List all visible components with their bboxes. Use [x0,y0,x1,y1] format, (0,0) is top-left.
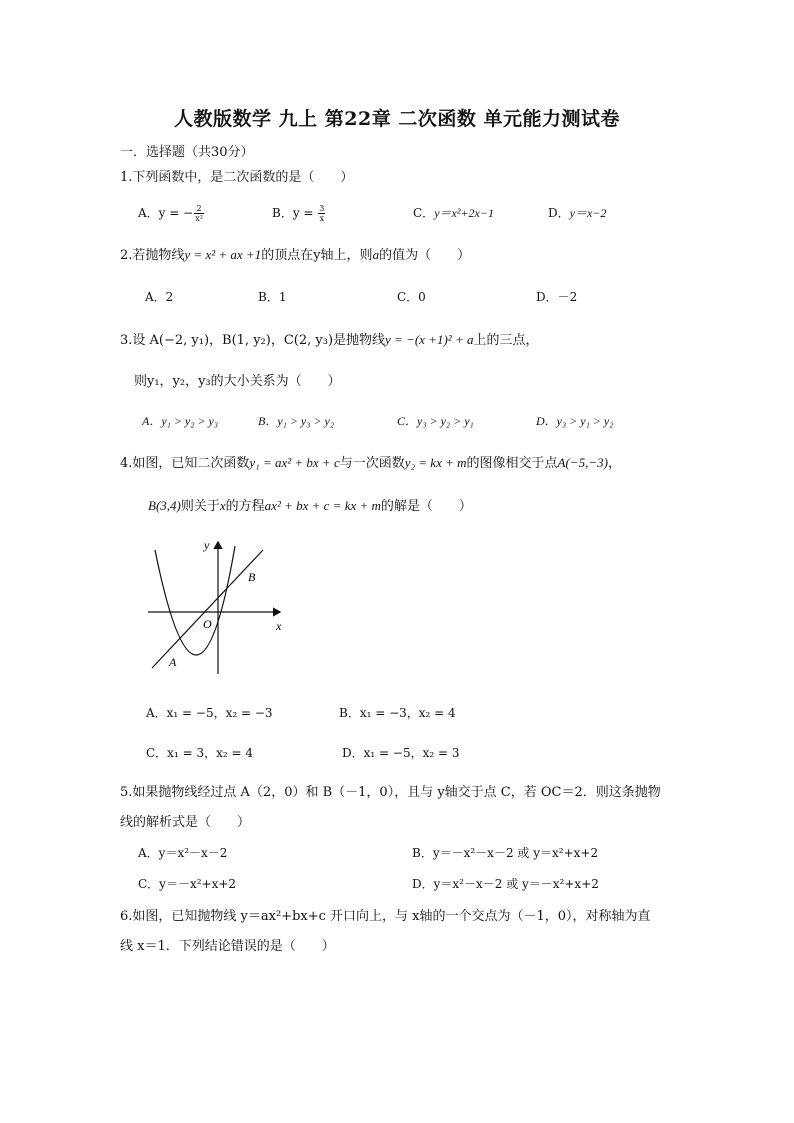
q1-option-b [272,204,326,223]
question-4-stem: 4.如图，已知二次函数y₁ = ax² + bx + c与一次函数y₂ = kx + m的图像相交于点A(−5,−3)， [120,455,621,471]
q4-function-graph [140,532,300,682]
question-6-line-2: 线 x＝1．下列结论错误的是（ ） [120,939,335,954]
q1-option-a-label: A．y = − [138,206,194,220]
q1-option-b-fraction: $\frac{3}{x}$ [319,204,325,223]
q4-option-c: C．x₁ = 3，x₂ = 4 [146,746,253,760]
question-3-stem: 3.设 A(−2, y₁)，B(1, y₂)，C(2, y₃)是抛物线y = −(x +1)² + a上的三点， [120,332,539,348]
q2-formula: y = x² + ax +1 [184,247,262,262]
q5-option-a: A．y＝x²－x－2 [138,846,228,860]
q1-option-d-math: y＝x−2 [569,206,607,220]
section-heading: 一．选择题（共30分） [120,145,254,160]
q1-option-c-math: y＝x²+2x−1 [434,206,494,220]
q3-option-c: C．y₃ > y₂ > y₁ [397,414,474,428]
x-axis-label: x [276,619,282,633]
q5-option-b: B．y＝－x²－x－2 或 y＝x²+x+2 [412,846,599,860]
y-axis-label: y [204,538,210,552]
point-b-label: B [248,570,256,584]
q4-option-d: D．x₁ = −5，x₂ = 3 [342,746,460,760]
q3-option-b: B．y₁ > y₃ > y₂ [258,414,335,428]
q3-option-a: A．y₁ > y₂ > y₃ [142,414,219,428]
q5-option-c: C．y＝－x²+x+2 [138,877,237,891]
q1-option-a [138,204,205,223]
parabola-curve [155,546,235,655]
q4-option-a: A．x₁ = −5，x₂ = −3 [146,706,273,720]
question-6-line-1: 6.如图，已知抛物线 y＝ax²+bx+c 开口向上，与 x轴的一个交点为（－1，0），对称轴为直 [120,909,651,924]
q4-option-b: B．x₁ = −3，x₂ = 4 [339,706,456,720]
q3-formula: y = −(x +1)² + a [385,332,474,347]
q2-option-d: D．－2 [536,290,578,304]
question-2-stem: 2.若抛物线y = x² + ax +1的顶点在y轴上，则a的值为（ ） [120,247,471,263]
q1-option-c: C．y＝x²+2x−1 [413,206,494,220]
question-4-line-2: B(3,4)则关于x的方程ax² + bx + c = kx + m的解是（ ） [148,498,472,514]
q3-option-d: D．y₃ > y₁ > y₂ [536,414,614,428]
point-a-label: A [169,655,177,669]
origin-label: O [203,617,212,631]
question-5-line-1: 5.如果抛物线经过点 A（2，0）和 B（－1，0），且与 y轴交于点 C，若 OC＝2．则这条抛物 [120,785,661,800]
question-5-line-2: 线的解析式是（ ） [120,815,251,830]
question-3-line-2: 则y₁，y₂，y₃的大小关系为（ ） [134,374,341,389]
q2-option-a: A．2 [145,290,174,304]
page-title: 人教版数学 九上 第22章 二次函数 单元能力测试卷 [174,108,620,130]
q1-option-a-fraction: $\frac{2}{\text{x²}}$ [195,204,203,223]
q5-option-d: D．y＝x²－x－2 或 y＝－x²+x+2 [412,877,599,891]
q1-option-d: D．y＝x−2 [548,206,607,220]
q1-option-b-label: B．y = [272,206,318,220]
q2-option-b: B．1 [258,290,287,304]
question-1-stem: 1.下列函数中，是二次函数的是（ ） [120,170,354,185]
q2-option-c: C．0 [397,290,426,304]
